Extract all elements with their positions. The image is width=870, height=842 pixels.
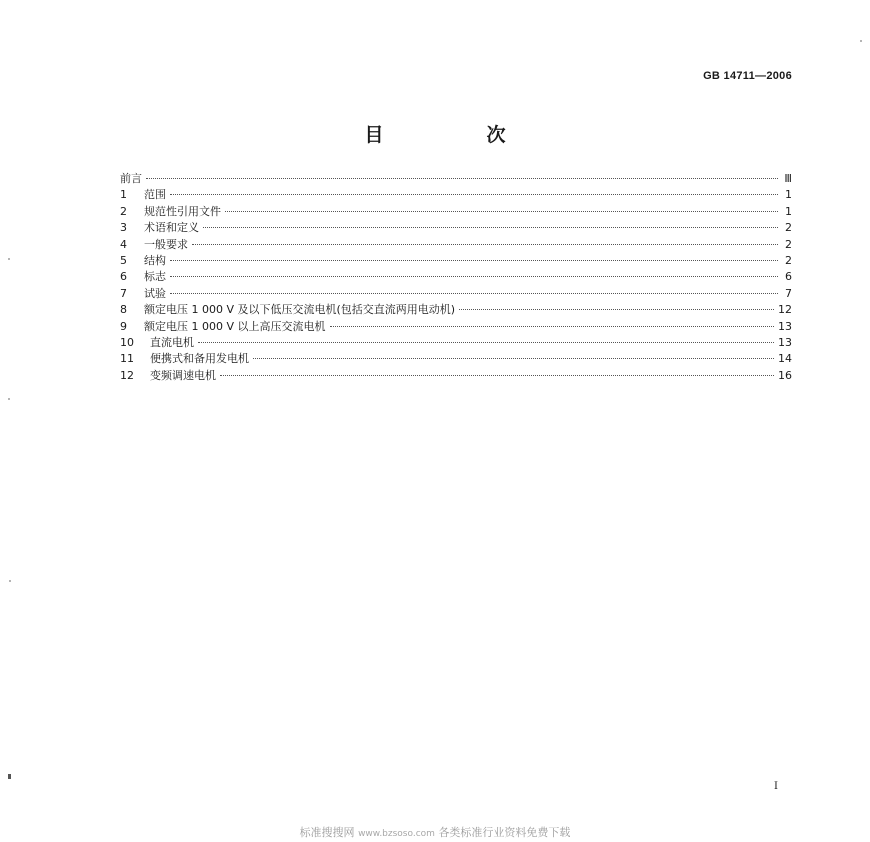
toc-entry-label: 额定电压 1 000 V 以上高压交流电机 bbox=[144, 319, 326, 333]
toc-entry-page: 2 bbox=[785, 253, 792, 267]
toc-entry-number: 10 bbox=[120, 335, 134, 349]
dot-leader bbox=[192, 244, 778, 245]
toc-entry-label: 额定电压 1 000 V 及以下低压交流电机(包括交直流两用电动机) bbox=[144, 303, 456, 317]
toc-entry-label: 前言 bbox=[120, 172, 142, 185]
toc-entry-page: 7 bbox=[785, 286, 792, 300]
scan-speck bbox=[8, 398, 10, 400]
toc-entry-number: 8 bbox=[120, 303, 127, 317]
toc-entry[interactable] bbox=[120, 171, 792, 187]
toc-entry-number: 7 bbox=[120, 286, 127, 300]
toc-entry-number: 6 bbox=[120, 270, 127, 284]
toc-entry[interactable] bbox=[120, 335, 792, 351]
toc-entry-page: 13 bbox=[778, 335, 792, 349]
toc-entry-page: 6 bbox=[785, 270, 792, 284]
watermark-url: www.bzsoso.com bbox=[358, 829, 435, 839]
toc-entry-number: 12 bbox=[120, 368, 134, 382]
toc-entry[interactable] bbox=[120, 319, 792, 335]
dot-leader bbox=[170, 293, 778, 294]
scan-speck bbox=[8, 774, 11, 779]
watermark-footer bbox=[0, 824, 870, 840]
toc-entry-label: 试验 bbox=[144, 286, 166, 300]
toc-entry-page: Ⅲ bbox=[784, 172, 792, 185]
toc-entry-number: 3 bbox=[120, 221, 127, 235]
table-of-contents bbox=[120, 171, 792, 384]
toc-entry-page: 13 bbox=[778, 319, 792, 333]
toc-entry[interactable] bbox=[120, 368, 792, 384]
dot-leader bbox=[220, 375, 774, 376]
scan-speck bbox=[8, 258, 10, 260]
dot-leader bbox=[225, 211, 778, 212]
dot-leader bbox=[146, 178, 778, 179]
toc-entry[interactable] bbox=[120, 204, 792, 220]
toc-entry-page: 1 bbox=[785, 188, 792, 202]
scan-speck bbox=[860, 40, 862, 42]
toc-entry-label: 术语和定义 bbox=[144, 221, 199, 235]
dot-leader bbox=[203, 227, 778, 228]
toc-entry-label: 范围 bbox=[144, 188, 166, 202]
toc-entry-label: 规范性引用文件 bbox=[144, 204, 221, 218]
page-number: Ⅰ bbox=[774, 781, 778, 792]
toc-entry[interactable] bbox=[120, 253, 792, 269]
standard-code: GB 14711—2006 bbox=[703, 70, 792, 82]
toc-entry-label: 一般要求 bbox=[144, 237, 188, 251]
dot-leader bbox=[330, 326, 774, 327]
watermark-slogan: 各类标准行业资料免费下载 bbox=[438, 826, 571, 839]
toc-entry[interactable] bbox=[120, 286, 792, 302]
toc-entry-page: 2 bbox=[785, 237, 792, 251]
toc-entry[interactable] bbox=[120, 220, 792, 236]
toc-entry-page: 16 bbox=[778, 368, 792, 382]
toc-entry-label: 标志 bbox=[144, 270, 166, 284]
dot-leader bbox=[170, 276, 778, 277]
dot-leader bbox=[170, 260, 778, 261]
toc-entry[interactable] bbox=[120, 269, 792, 285]
toc-entry[interactable] bbox=[120, 237, 792, 253]
toc-entry[interactable] bbox=[120, 187, 792, 203]
toc-entry-number: 1 bbox=[120, 188, 127, 202]
page-title: 目 次 bbox=[364, 124, 548, 146]
toc-entry-label: 直流电机 bbox=[150, 335, 194, 349]
dot-leader bbox=[198, 342, 774, 343]
dot-leader bbox=[170, 194, 778, 195]
toc-entry-number: 11 bbox=[120, 352, 134, 366]
watermark-site-name: 标准搜搜网 bbox=[299, 826, 355, 839]
toc-entry[interactable] bbox=[120, 302, 792, 318]
toc-entry-number: 5 bbox=[120, 253, 127, 267]
dot-leader bbox=[459, 309, 774, 310]
toc-entry-page: 1 bbox=[785, 204, 792, 218]
toc-entry-number: 4 bbox=[120, 237, 127, 251]
scan-speck bbox=[9, 580, 11, 582]
toc-entry-page: 2 bbox=[785, 221, 792, 235]
toc-entry-label: 变频调速电机 bbox=[150, 368, 216, 382]
toc-entry-number: 2 bbox=[120, 204, 127, 218]
dot-leader bbox=[253, 358, 774, 359]
toc-entry-number: 9 bbox=[120, 319, 127, 333]
toc-entry-label: 结构 bbox=[144, 253, 166, 267]
toc-entry[interactable] bbox=[120, 351, 792, 367]
toc-entry-label: 便携式和备用发电机 bbox=[150, 352, 249, 366]
toc-entry-page: 14 bbox=[778, 352, 792, 366]
toc-entry-page: 12 bbox=[778, 303, 792, 317]
